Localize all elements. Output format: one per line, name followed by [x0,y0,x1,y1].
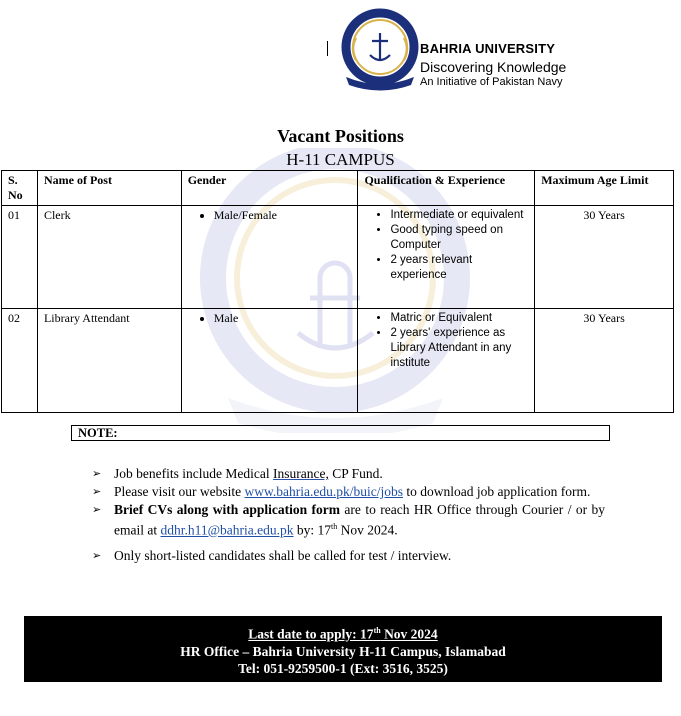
row-sno: 02 [2,309,38,413]
qualification-item: • Intermediate or equivalent [390,208,528,223]
table-row [2,206,674,309]
row-sno: 01 [2,206,38,309]
notes-list [92,465,605,565]
insurance-word: Insurance, [272,466,329,481]
header-qualification: Qualification & Experience [358,171,535,206]
row-gender-cell [181,206,358,309]
row-gender: • Male [214,311,352,326]
note-text: Job benefits include Medical [114,466,273,481]
deadline-line [24,622,662,643]
note-bold-text: Brief CVs along with application form [114,502,341,517]
arrow-bullet-icon: ➢ [92,503,102,516]
qualification-item: • 2 years' experience as Library Attendant in any institute [390,326,528,371]
row-age: 30 Years [535,309,674,413]
row-gender: • Male/Female [214,208,352,223]
note-heading: NOTE: [71,425,610,441]
arrow-bullet-icon: ➢ [92,485,102,498]
deadline-text: Nov 2024 [380,626,438,642]
deadline-text: Last date to apply: 17 [248,626,374,642]
arrow-bullet-icon: ➢ [92,467,102,480]
header-age: Maximum Age Limit [535,171,674,206]
ordinal-suffix: th [373,626,381,635]
list-item [92,465,605,482]
vacancies-table [1,170,674,413]
footer-banner [24,616,662,682]
university-name: BAHRIA UNIVERSITY [420,41,556,56]
campus-subtitle: H-11 CAMPUS [286,150,395,169]
note-text: to download job application form. [402,484,591,499]
qualification-item: • Good typing speed on Computer [390,223,528,253]
hr-office-address: HR Office – Bahria University H-11 Campus, Islamabad [180,643,506,659]
list-item [92,501,605,539]
row-qualification-cell [358,206,535,309]
note-text: are to reach HR Office through Courier / or by email at [114,502,606,538]
qualification-item: • Matric or Equivalent [390,311,528,326]
row-qualification-cell [358,309,535,413]
note-text: CP Fund. [328,466,383,481]
table-row [2,309,674,413]
header-post: Name of Post [37,171,181,206]
note-text: Please visit our website [114,484,245,499]
row-age: 30 Years [535,206,674,309]
row-gender-cell [181,309,358,413]
list-item [92,483,605,500]
header-sno: S. No [2,171,38,206]
note-text: Nov 2024. [337,522,398,538]
ordinal-suffix: th [331,522,338,531]
list-item [92,547,605,564]
table-header-row [2,171,674,206]
jobs-website-link[interactable]: www.bahria.edu.pk/buic/jobs [244,484,403,499]
hr-office-phone: Tel: 051-9259500-1 (Ext: 3516, 3525) [238,660,448,676]
note-text: by: 17 [293,522,332,538]
hr-email-link[interactable]: ddhr.h11@bahria.edu.pk [160,522,294,538]
header-gender: Gender [181,171,358,206]
university-tagline: Discovering Knowledge [420,59,567,75]
university-initiative: An Initiative of Pakistan Navy [420,76,563,88]
row-post: Library Attendant [37,309,181,413]
row-post: Clerk [37,206,181,309]
qualification-item: • 2 years relevant experience [390,253,528,283]
note-text: Only short-listed candidates shall be called for test / interview. [114,547,452,563]
page-title: Vacant Positions [277,126,404,146]
text-cursor [327,41,328,56]
arrow-bullet-icon: ➢ [92,548,102,562]
